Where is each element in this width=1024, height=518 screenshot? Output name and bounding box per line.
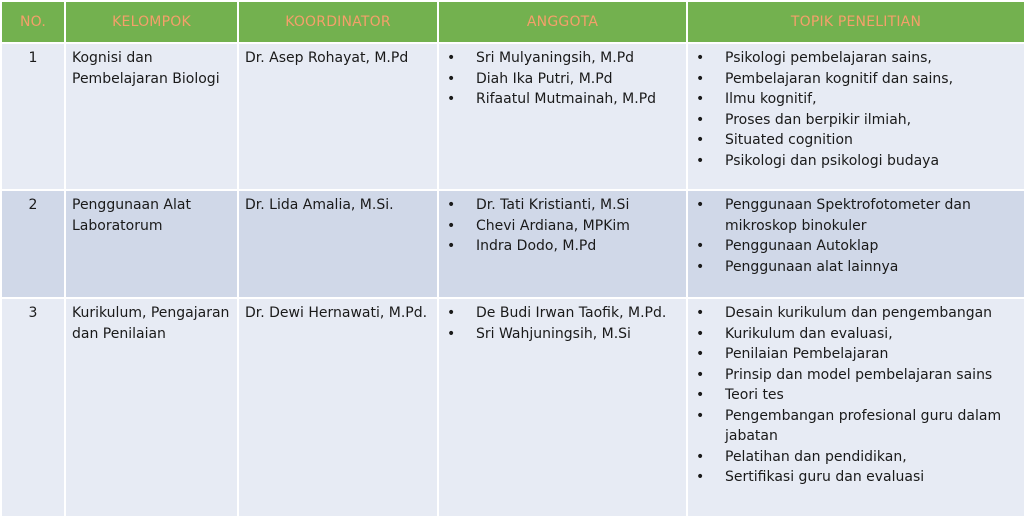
- topic-text: Pelatihan dan pendidikan,: [725, 448, 907, 465]
- header-no: NO.: [1, 1, 65, 43]
- list-item: [439, 324, 682, 345]
- list-item: [439, 195, 682, 216]
- list-item: [688, 130, 1020, 151]
- anggota-list: [439, 191, 686, 257]
- member-name: Dr. Tati Kristianti, M.Si: [476, 197, 630, 213]
- row-number: 3: [1, 298, 65, 517]
- topic-text: Penggunaan Autoklap: [725, 238, 879, 254]
- member-name: Diah Ika Putri, M.Pd: [476, 70, 613, 87]
- topic-text: Pengembangan profesional guru dalam jabatan: [725, 407, 1002, 444]
- bullet-icon: •: [696, 50, 705, 66]
- bullet-icon: •: [696, 238, 705, 254]
- topik-list: [688, 191, 1024, 277]
- bullet-icon: •: [696, 197, 705, 213]
- bullet-icon: •: [696, 305, 705, 321]
- bullet-icon: •: [696, 325, 705, 342]
- topic-text: Desain kurikulum dan pengembangan: [725, 305, 993, 321]
- topic-text: Penilaian Pembelajaran: [725, 346, 889, 362]
- bullet-icon: •: [447, 305, 456, 321]
- topik-list: [688, 299, 1024, 488]
- list-item: [439, 89, 682, 110]
- list-item: [439, 48, 682, 69]
- row-number: 2: [1, 190, 65, 298]
- list-item: [439, 236, 682, 257]
- list-item: [688, 151, 1020, 172]
- koordinator-cell: Dr. Lida Amalia, M.Si.: [238, 190, 438, 298]
- list-item: [688, 324, 1020, 345]
- header-kelompok: KELOMPOK: [65, 1, 238, 43]
- list-item: [688, 89, 1020, 110]
- topic-text: Situated cognition: [725, 132, 853, 148]
- list-item: [439, 303, 682, 324]
- bullet-icon: •: [696, 152, 705, 169]
- bullet-icon: •: [696, 469, 705, 485]
- list-item: [688, 385, 1020, 406]
- list-item: [688, 447, 1020, 468]
- topic-text: Sertifikasi guru dan evaluasi: [725, 469, 925, 485]
- bullet-icon: •: [696, 111, 705, 128]
- member-name: Rifaatul Mutmainah, M.Pd: [476, 91, 657, 107]
- list-item: [688, 467, 1020, 488]
- topic-text: Teori tes: [725, 387, 784, 403]
- kelompok-cell: Kurikulum, Pengajaran dan Penilaian: [65, 298, 238, 517]
- table-row: [1, 298, 1024, 517]
- bullet-icon: •: [447, 70, 456, 87]
- header-topik: TOPIK PENELITIAN: [687, 1, 1024, 43]
- topic-text: Ilmu kognitif,: [725, 91, 817, 107]
- anggota-cell: [438, 298, 687, 517]
- bullet-icon: •: [447, 238, 456, 254]
- member-name: Sri Mulyaningsih, M.Pd: [476, 50, 635, 66]
- member-name: Indra Dodo, M.Pd: [476, 238, 597, 254]
- list-item: [688, 110, 1020, 131]
- member-name: De Budi Irwan Taofik, M.Pd.: [476, 305, 667, 321]
- topic-text: Psikologi pembelajaran sains,: [725, 50, 932, 66]
- bullet-icon: •: [447, 50, 456, 66]
- topic-text: Prinsip dan model pembelajaran sains: [725, 366, 993, 383]
- list-item: [688, 303, 1020, 324]
- anggota-list: [439, 44, 686, 110]
- topic-text: Psikologi dan psikologi budaya: [725, 152, 940, 169]
- list-item: [688, 365, 1020, 386]
- topic-text: Penggunaan Spektrofotometer dan mikroskop binokuler: [725, 197, 971, 234]
- bullet-icon: •: [447, 325, 456, 342]
- kelompok-cell: Penggunaan Alat Laboratorum: [65, 190, 238, 298]
- list-item: [688, 406, 1020, 447]
- list-item: [688, 69, 1020, 90]
- koordinator-cell: Dr. Asep Rohayat, M.Pd: [238, 43, 438, 190]
- list-item: [688, 236, 1020, 257]
- header-koordinator: KOORDINATOR: [238, 1, 438, 43]
- topic-text: Pembelajaran kognitif dan sains,: [725, 70, 954, 87]
- bullet-icon: •: [696, 346, 705, 362]
- topik-list: [688, 44, 1024, 171]
- member-name: Sri Wahjuningsih, M.Si: [476, 325, 631, 342]
- list-item: [688, 257, 1020, 278]
- bullet-icon: •: [447, 197, 456, 213]
- list-item: [439, 69, 682, 90]
- bullet-icon: •: [696, 70, 705, 87]
- bullet-icon: •: [696, 387, 705, 403]
- header-anggota: ANGGOTA: [438, 1, 687, 43]
- table-row: [1, 43, 1024, 190]
- kelompok-cell: Kognisi dan Pembelajaran Biologi: [65, 43, 238, 190]
- bullet-icon: •: [696, 407, 705, 424]
- topic-text: Proses dan berpikir ilmiah,: [725, 111, 912, 128]
- list-item: [439, 216, 682, 237]
- bullet-icon: •: [447, 91, 456, 107]
- topic-text: Kurikulum dan evaluasi,: [725, 325, 893, 342]
- topik-cell: [687, 298, 1024, 517]
- bullet-icon: •: [696, 258, 705, 275]
- member-name: Chevi Ardiana, MPKim: [476, 217, 630, 234]
- topic-text: Penggunaan alat lainnya: [725, 258, 899, 275]
- bullet-icon: •: [696, 132, 705, 148]
- bullet-icon: •: [696, 448, 705, 465]
- koordinator-cell: Dr. Dewi Hernawati, M.Pd.: [238, 298, 438, 517]
- topik-cell: [687, 190, 1024, 298]
- row-number: 1: [1, 43, 65, 190]
- header-row: [1, 1, 1024, 43]
- anggota-cell: [438, 190, 687, 298]
- anggota-cell: [438, 43, 687, 190]
- bullet-icon: •: [696, 366, 705, 383]
- list-item: [688, 344, 1020, 365]
- bullet-icon: •: [447, 217, 456, 234]
- anggota-list: [439, 299, 686, 344]
- topik-cell: [687, 43, 1024, 190]
- list-item: [688, 195, 1020, 236]
- table-row: [1, 190, 1024, 298]
- list-item: [688, 48, 1020, 69]
- bullet-icon: •: [696, 91, 705, 107]
